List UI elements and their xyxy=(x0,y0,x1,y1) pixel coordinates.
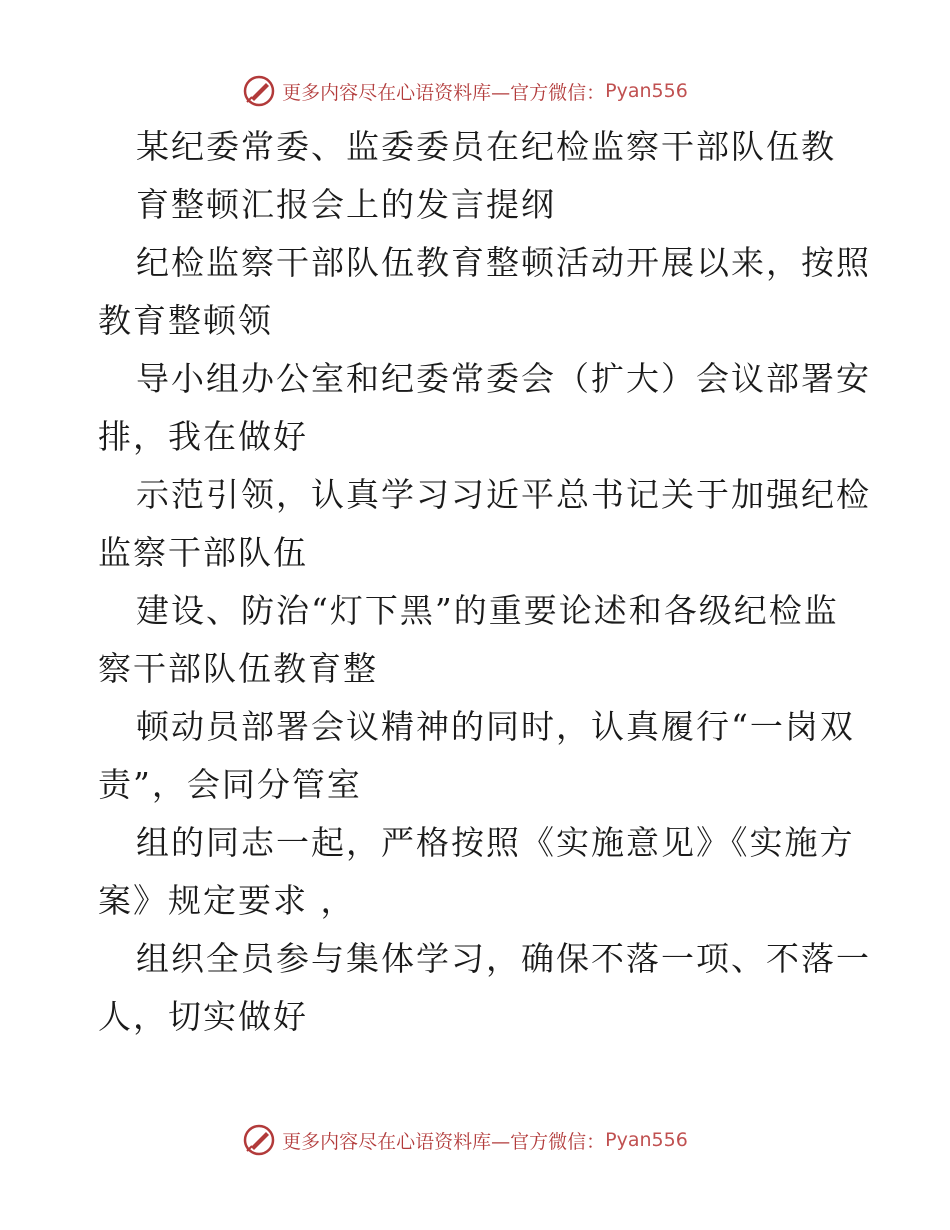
text-line: 责”，会同分管室 xyxy=(98,765,362,804)
text-line: 监察干部队伍 xyxy=(98,533,308,572)
text-line: 察干部队伍教育整 xyxy=(98,649,378,688)
text-line: 导小组办公室和纪委常委会（扩大）会议部署安 xyxy=(136,359,871,398)
text-line: 育整顿汇报会上的发言提纲 xyxy=(136,185,556,224)
text-line: 顿动员部署会议精神的同时，认真履行“一岗双 xyxy=(136,707,855,746)
pen-quill-logo-icon xyxy=(242,74,276,108)
wechat-id: Pyan556 xyxy=(605,80,688,102)
text-line: 组的同志一起，严格按照《实施意见》《实施方 xyxy=(136,823,855,862)
text-line: 组织全员参与集体学习，确保不落一项、不落一 xyxy=(136,939,871,978)
watermark-text: 更多内容尽在心语资料库—官方微信： xyxy=(282,81,606,104)
text-line: 建设、防治“灯下黑”的重要论述和各级纪检监 xyxy=(136,591,839,630)
text-line: 教育整顿领 xyxy=(98,301,273,340)
text-line: 纪检监察干部队伍教育整顿活动开展以来，按照 xyxy=(136,243,871,282)
wechat-id: Pyan556 xyxy=(605,1129,688,1151)
document-body xyxy=(98,118,871,1046)
text-line: 示范引领，认真学习习近平总书记关于加强纪检 xyxy=(136,475,871,514)
watermark-header xyxy=(0,71,950,111)
watermark-text: 更多内容尽在心语资料库—官方微信： xyxy=(282,1130,606,1153)
text-line: 案》规定要求 ， xyxy=(98,881,356,920)
text-line: 人，切实做好 xyxy=(98,997,308,1036)
text-line: 排，我在做好 xyxy=(98,417,308,456)
text-line: 某纪委常委、监委委员在纪检监察干部队伍教 xyxy=(136,127,836,166)
pen-quill-logo-icon xyxy=(242,1123,276,1157)
watermark-footer xyxy=(0,1120,950,1160)
